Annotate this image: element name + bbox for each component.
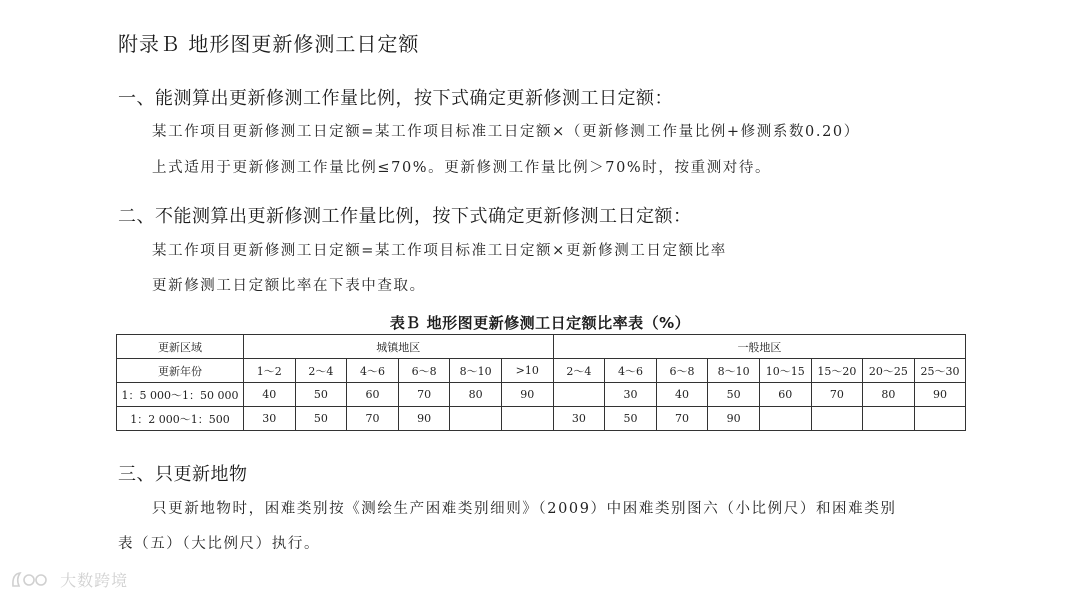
rate-cell: 80: [450, 383, 502, 407]
year-range-cell: 10～15: [759, 359, 811, 383]
years-header-cell: 更新年份: [117, 359, 244, 383]
urban-header-cell: 城镇地区: [244, 335, 554, 359]
year-range-cell: 20～25: [863, 359, 915, 383]
section1-note: 上式适用于更新修测工作量比例≤70%。更新修测工作量比例＞70%时，按重测对待。: [152, 160, 772, 176]
watermark: [10, 568, 128, 594]
logo-icon: [10, 570, 50, 594]
rate-cell: 90: [398, 407, 450, 431]
year-range-cell: 2～4: [553, 359, 605, 383]
rate-cell: 60: [347, 383, 399, 407]
table-row: [117, 383, 966, 407]
rate-cell: [450, 407, 502, 431]
rate-cell: 50: [295, 383, 347, 407]
section3-paragraph-line1: 只更新地物时，困难类别按《测绘生产困难类别细则》（2009）中困难类别图六（小比例尺）和困难类别: [152, 501, 897, 517]
section2-heading: 二、不能测算出更新修测工作量比例，按下式确定更新修测工日定额：: [118, 206, 692, 227]
section2-formula: 某工作项目更新修测工日定额=某工作项目标准工日定额×更新修测工日定额比率: [152, 243, 727, 259]
rate-cell: [501, 407, 553, 431]
scale-cell: 1：2 000～1：500: [117, 407, 244, 431]
rate-cell: [914, 407, 966, 431]
general-header-cell: 一般地区: [553, 335, 966, 359]
year-range-cell: 4～6: [347, 359, 399, 383]
year-range-cell: 8～10: [708, 359, 760, 383]
rate-cell: 90: [708, 407, 760, 431]
section1-formula: 某工作项目更新修测工日定额=某工作项目标准工日定额×（更新修测工作量比例+修测系数0.20）: [152, 124, 860, 140]
rate-cell: 30: [553, 407, 605, 431]
year-range-cell: 4～6: [605, 359, 657, 383]
rate-cell: 70: [347, 407, 399, 431]
rate-cell: 60: [759, 383, 811, 407]
section1-heading: 一、能测算出更新修测工作量比例，按下式确定更新修测工日定额：: [118, 88, 673, 109]
watermark-text: 大数跨境: [60, 571, 129, 590]
rate-cell: 90: [914, 383, 966, 407]
section3-paragraph-line2: 表（五）（大比例尺）执行。: [118, 536, 321, 552]
table-years-row: [117, 359, 966, 383]
rate-cell: [811, 407, 863, 431]
rate-cell: 70: [811, 383, 863, 407]
year-range-cell: 15～20: [811, 359, 863, 383]
table-header-row: [117, 335, 966, 359]
year-range-cell: >10: [501, 359, 553, 383]
rate-cell: 90: [501, 383, 553, 407]
year-range-cell: 6～8: [398, 359, 450, 383]
section3-heading: 三、只更新地物: [118, 464, 248, 485]
year-range-cell: 25～30: [914, 359, 966, 383]
year-range-cell: 6～8: [656, 359, 708, 383]
table-caption: 表Ｂ 地形图更新修测工日定额比率表（%）: [389, 314, 691, 332]
rate-cell: 70: [656, 407, 708, 431]
section2-note: 更新修测工日定额比率在下表中查取。: [152, 278, 426, 294]
rate-cell: 40: [656, 383, 708, 407]
year-range-cell: 1～2: [244, 359, 296, 383]
rate-table: [116, 334, 966, 431]
scale-cell: 1：5 000～1：50 000: [117, 383, 244, 407]
region-header-cell: 更新区域: [117, 335, 244, 359]
year-range-cell: 8～10: [450, 359, 502, 383]
rate-cell: 40: [244, 383, 296, 407]
rate-cell: 50: [605, 407, 657, 431]
page-title: 附录Ｂ 地形图更新修测工日定额: [118, 32, 420, 56]
rate-cell: 50: [295, 407, 347, 431]
rate-cell: 30: [244, 407, 296, 431]
rate-cell: 80: [863, 383, 915, 407]
rate-cell: [863, 407, 915, 431]
table-row: [117, 407, 966, 431]
rate-cell: [759, 407, 811, 431]
rate-cell: 50: [708, 383, 760, 407]
rate-cell: 30: [605, 383, 657, 407]
rate-cell: [553, 383, 605, 407]
year-range-cell: 2～4: [295, 359, 347, 383]
rate-cell: 70: [398, 383, 450, 407]
